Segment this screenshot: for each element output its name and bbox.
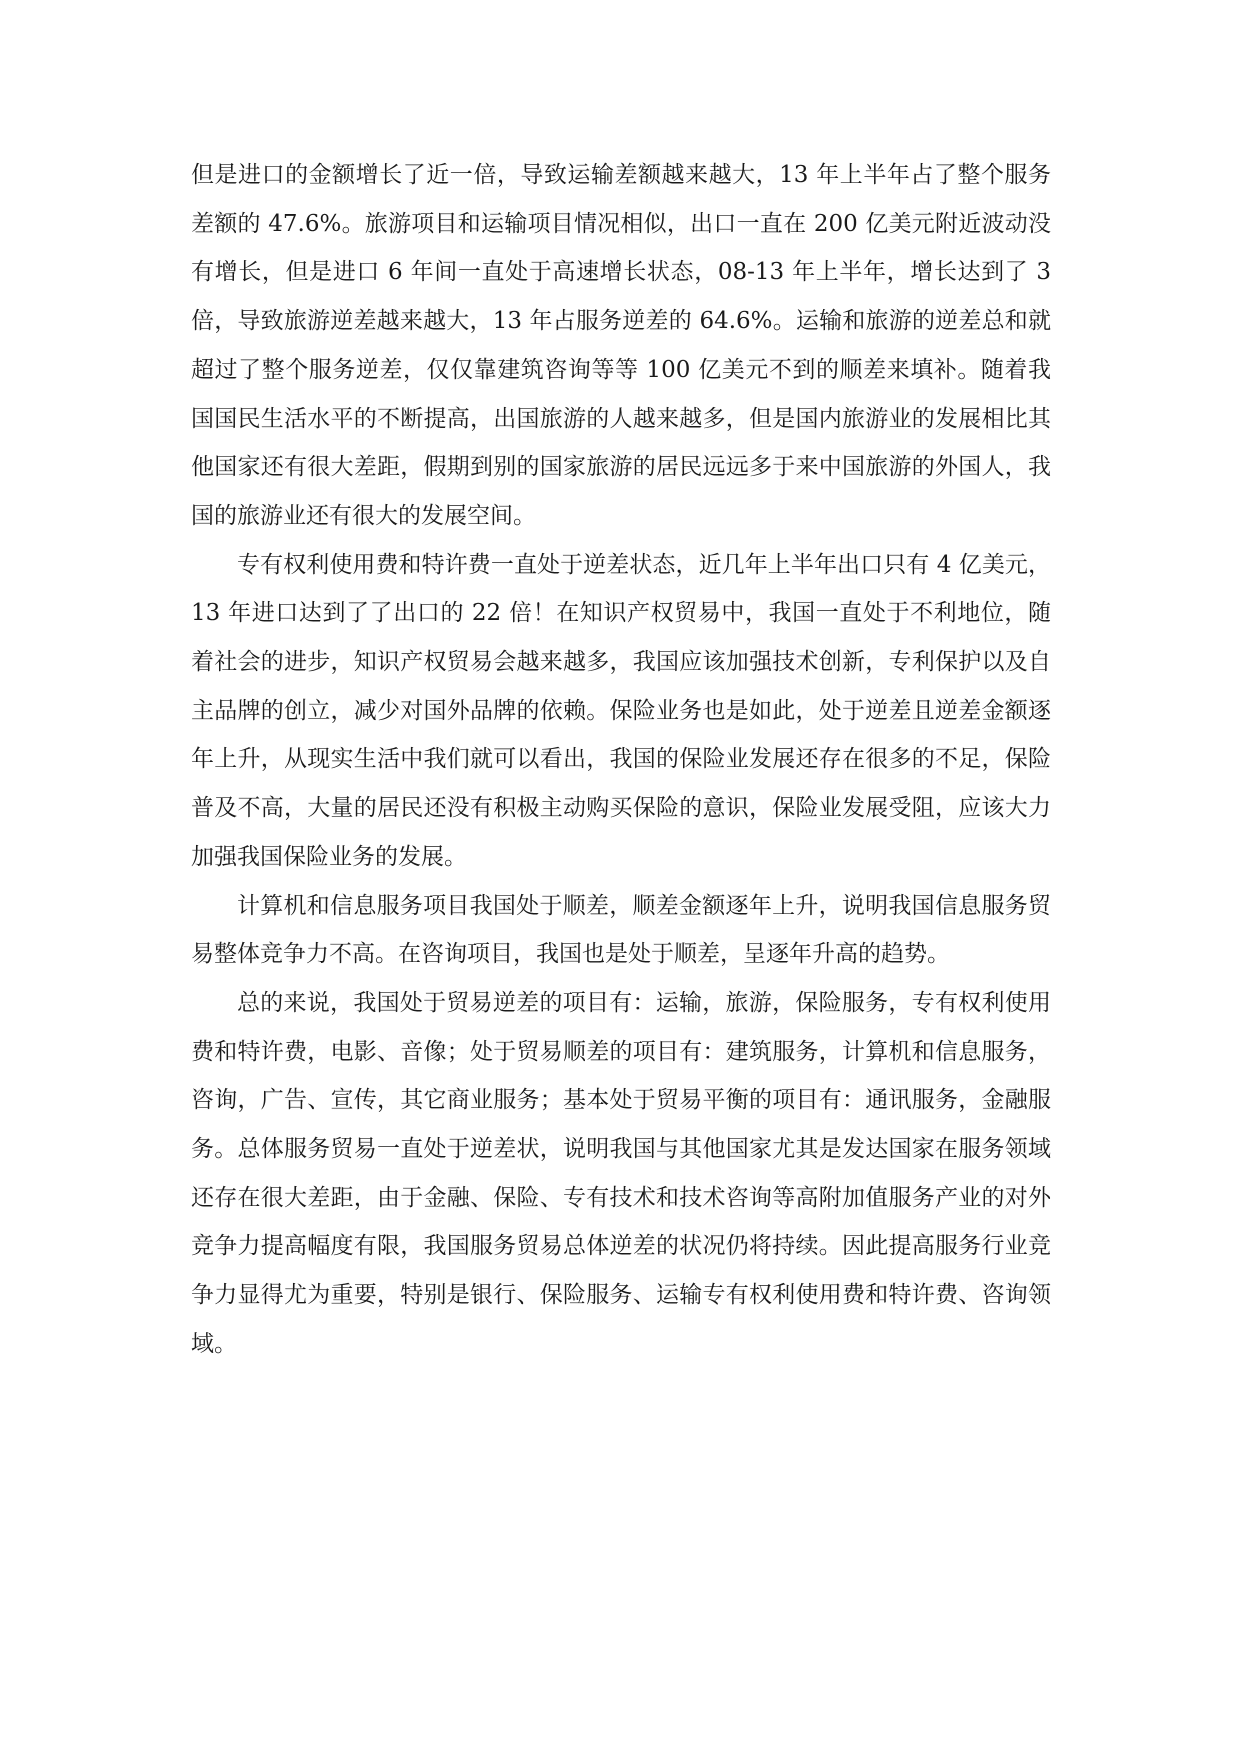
paragraph-transport-tourism: 但是进口的金额增长了近一倍，导致运输差额越来越大，13 年上半年占了整个服务差额的 47.6%。旅游项目和运输项目情况相似，出口一直在 200 亿美元附近波动没有增长，但是进口 6 年间一直处于高速增长状态，08-13 年上半年，增长达到了 3 倍，导致旅游逆差越来越大，13 年占服务逆差的 64.6%。运输和旅游的逆差总和就超过了整个服务逆差，仅仅靠建筑咨询等等 100 亿美元不到的顺差来填补。随着我国国民生活水平的不断提高，出国旅游的人越来越多，但是国内旅游业的发展相比其他国家还有很大差距，假期到别的国家旅游的居民远远多于来中国旅游的外国人，我国的旅游业还有很大的发展空间。 bbox=[191, 162, 1051, 529]
paragraph-summary: 总的来说，我国处于贸易逆差的项目有：运输，旅游，保险服务，专有权利使用费和特许费，电影、音像；处于贸易顺差的项目有：建筑服务，计算机和信息服务，咨询，广告、宣传，其它商业服务；基本处于贸易平衡的项目有：通讯服务，金融服务。总体服务贸易一直处于逆差状，说明我国与其他国家尤其是发达国家在服务领域还存在很大差距，由于金融、保险、专有技术和技术咨询等高附加值服务产业的对外竞争力提高幅度有限，我国服务贸易总体逆差的状况仍将持续。因此提高服务行业竞争力显得尤为重要，特别是银行、保险服务、运输专有权利使用费和特许费、咨询领域。 bbox=[191, 989, 1051, 1357]
paragraph-royalties-insurance: 专有权利使用费和特许费一直处于逆差状态，近几年上半年出口只有 4 亿美元，13 年进口达到了了出口的 22 倍！在知识产权贸易中，我国一直处于不利地位，随着社会的进步，知识产权贸易会越来越多，我国应该加强技术创新，专利保护以及自主品牌的创立，减少对国外品牌的依赖。保险业务也是如此，处于逆差且逆差金额逐年上升，从现实生活中我们就可以看出，我国的保险业发展还存在很多的不足，保险普及不高，大量的居民还没有积极主动购买保险的意识，保险业发展受阻，应该大力加强我国保险业务的发展。 bbox=[191, 551, 1051, 870]
paragraph-computer-info-services: 计算机和信息服务项目我国处于顺差，顺差金额逐年上升，说明我国信息服务贸易整体竞争力不高。在咨询项目，我国也是处于顺差，呈逐年升高的趋势。 bbox=[191, 892, 1051, 968]
body-text bbox=[191, 151, 1051, 1369]
